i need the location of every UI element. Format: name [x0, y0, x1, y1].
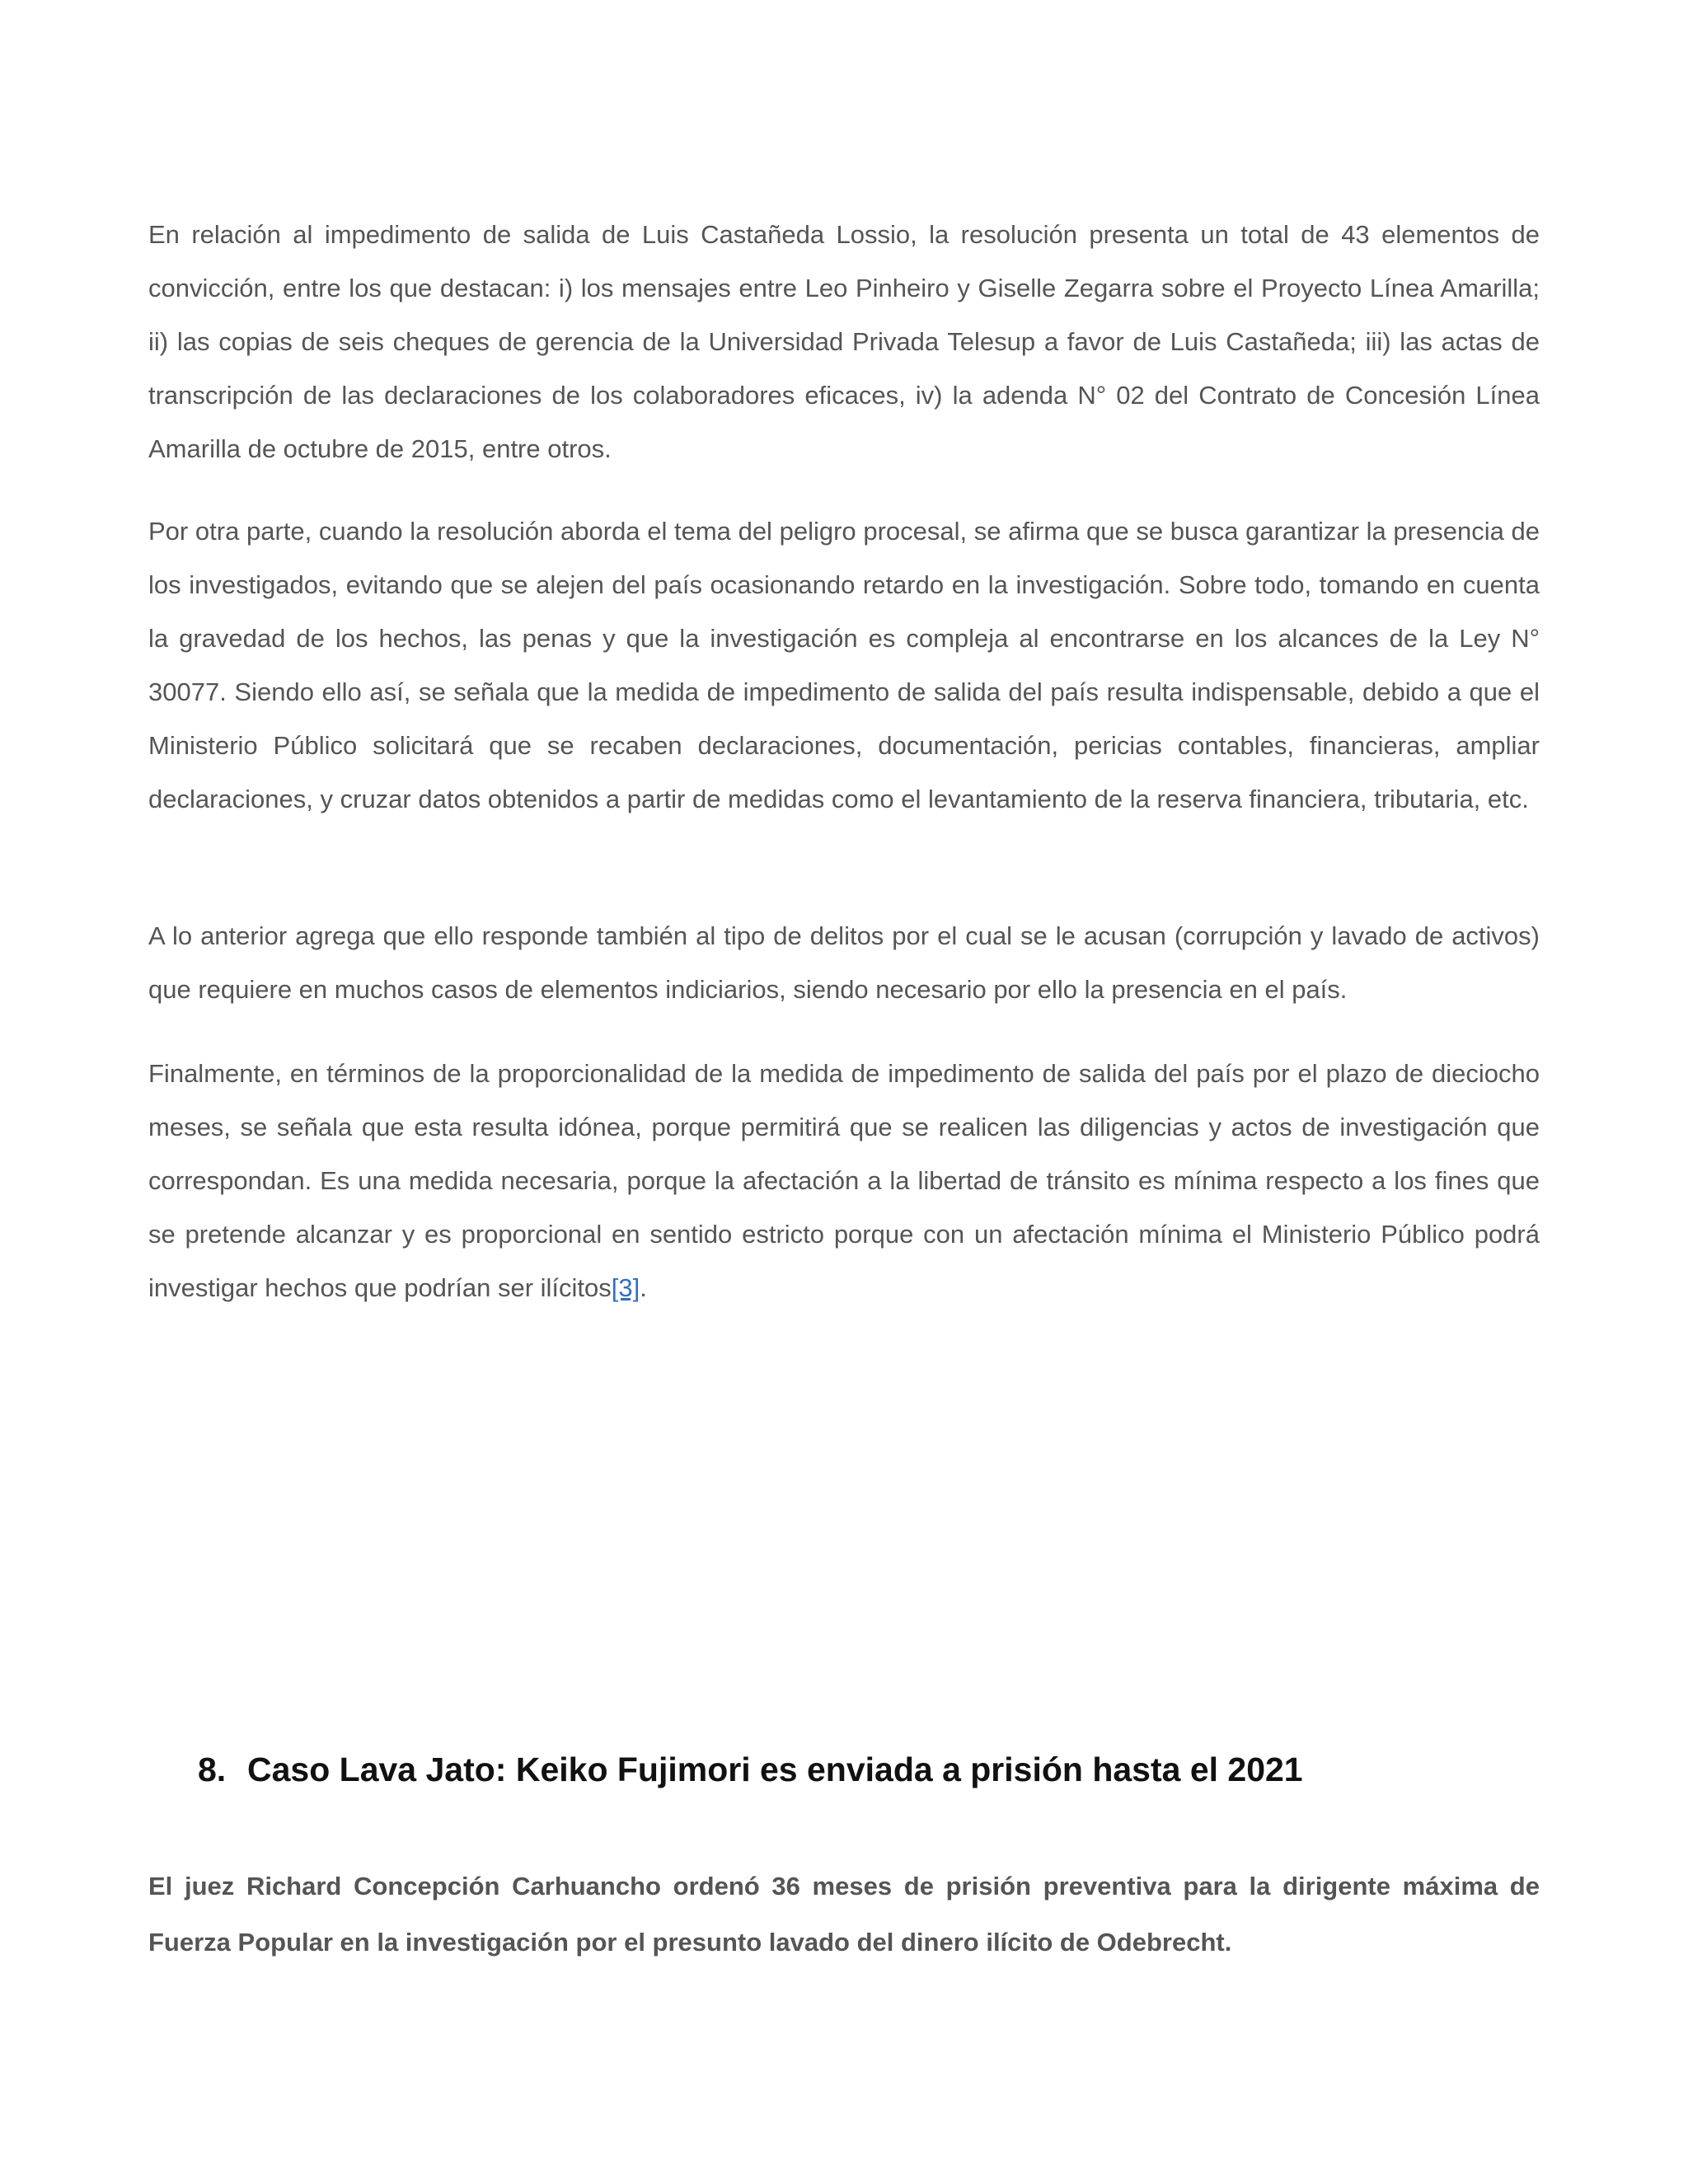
paragraph-end-period: .	[640, 1273, 647, 1302]
footnote-link-3[interactable]: [3]	[611, 1273, 640, 1302]
paragraph-impedimento-salida: En relación al impedimento de salida de Luis Castañeda Lossio, la resolución presenta un total de 43 elementos de convicción, entre los que destacan: i) los mensajes entre Leo Pinheiro y Giselle Zegarra sobre el Proyecto Línea Amarilla; ii) las copias de seis cheques de gerencia de la Universidad Privada Telesup a favor de Luis Castañeda; iii) las actas de transcripción de las declaraciones de los colaboradores eficaces, iv) la adenda N° 02 del Contrato de Concesión Línea Amarilla de octubre de 2015, entre otros.	[148, 220, 1540, 463]
paragraph-tipo-delitos: A lo anterior agrega que ello responde también al tipo de delitos por el cual se le acusan (corrupción y lavado de activos) que requiere en muchos casos de elementos indiciarios, siendo necesario por ello la presencia en el país.	[148, 921, 1540, 1004]
section-title: Caso Lava Jato: Keiko Fujimori es enviada a prisión hasta el 2021	[247, 1750, 1303, 1788]
section-number: 8.	[198, 1750, 227, 1788]
paragraph-proporcionalidad-text: Finalmente, en términos de la proporcionalidad de la medida de impedimento de salida del país por el plazo de dieciocho meses, se señala que esta resulta idónea, porque permitirá que se realicen las diligencias y actos de investigación que correspondan. Es una medida necesaria, porque la afectación a la libertad de tránsito es mínima respecto a los fines que se pretende alcanzar y es proporcional en sentido estricto porque con un afectación mínima el Ministerio Público podrá investigar hechos que podrían ser ilícitos	[148, 1059, 1540, 1302]
section-lead-paragraph: El juez Richard Concepción Carhuancho ordenó 36 meses de prisión preventiva para la dirigente máxima de Fuerza Popular en la investigación por el presunto lavado del dinero ilícito de Odebrecht.	[148, 1872, 1540, 1957]
paragraph-proporcionalidad	[148, 1047, 1540, 1315]
paragraph-peligro-procesal: Por otra parte, cuando la resolución aborda el tema del peligro procesal, se afirma que se busca garantizar la presencia de los investigados, evitando que se alejen del país ocasionando retardo en la investigación. Sobre todo, tomando en cuenta la gravedad de los hechos, las penas y que la investigación es compleja al encontrarse en los alcances de la Ley N° 30077. Siendo ello así, se señala que la medida de impedimento de salida del país resulta indispensable, debido a que el Ministerio Público solicitará que se recaben declaraciones, documentación, pericias contables, financieras, ampliar declaraciones, y cruzar datos obtenidos a partir de medidas como el levantamiento de la reserva financiera, tributaria, etc.	[148, 517, 1540, 813]
section-heading	[198, 1750, 1303, 1789]
